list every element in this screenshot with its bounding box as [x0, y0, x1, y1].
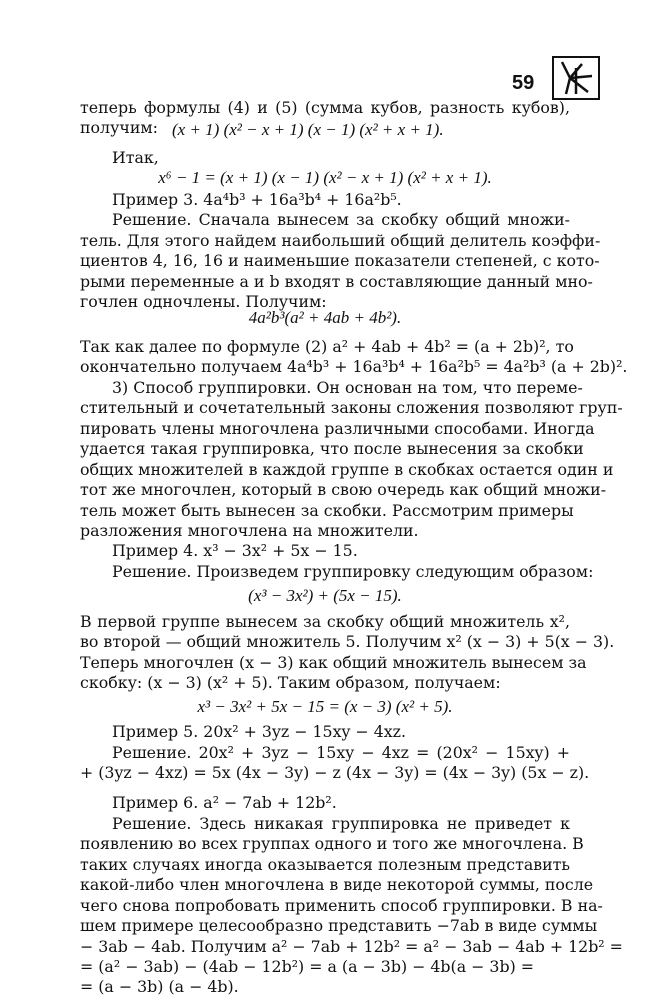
- text-line: тель. Для этого найдем наибольший общий делитель коэффи-: [80, 231, 601, 250]
- text-line: Итак,: [112, 148, 159, 167]
- text-line: шем примере целесообразно представить −7ab в виде суммы: [80, 916, 598, 935]
- text-line: общих множителей в каждой группе в скобках остается один и: [80, 460, 614, 479]
- page-header: [0, 48, 648, 98]
- text-line: − 3ab − 4ab. Получим a² − 7ab + 12b² = a² − 3ab − 4ab + 12b² =: [80, 937, 623, 956]
- text-line: + (3yz − 4xz) = 5x (4x − 3y) − z (4x − 3y) = (4x − 3y) (5x − z).: [80, 763, 590, 782]
- text-line: = (a² − 3ab) − (4ab − 12b²) = a (a − 3b) − 4b(a − 3b) =: [80, 957, 534, 976]
- text-line: скобку: (x − 3) (x² + 5). Таким образом, получаем:: [80, 673, 501, 692]
- text-line: Решение. 20x² + 3yz − 15xy − 4xz = (20x² − 15xy) +: [112, 743, 570, 762]
- formula: (x + 1) (x² − x + 1) (x − 1) (x² + x + 1).: [172, 120, 444, 139]
- text-line: появлению во всех группах одного и того же многочлена. В: [80, 834, 584, 853]
- text-line: разложения многочлена на множители.: [80, 521, 419, 540]
- text-line: теперь формулы (4) и (5) (сумма кубов, разность кубов),: [80, 98, 570, 117]
- text-line: гочлен одночлены. Получим:: [80, 292, 327, 311]
- example-heading: Пример 5. 20x² + 3yz − 15xy − 4xz.: [112, 722, 406, 741]
- text-line: чего снова попробовать применить способ группировки. В на-: [80, 896, 603, 915]
- text-line: = (a − 3b) (a − 4b).: [80, 977, 239, 996]
- text-line: 3) Способ группировки. Он основан на том, что переме-: [112, 378, 583, 397]
- text-line: удается такая группировка, что после вынесения за скобки: [80, 439, 584, 458]
- text-line: стительный и сочетательный законы сложения позволяют груп-: [80, 398, 623, 417]
- text-line: рыми переменные a и b входят в составляющие данный мно-: [80, 272, 593, 291]
- book-emblem-icon: [552, 56, 600, 100]
- text-line: Решение. Здесь никакая группировка не приведет к: [112, 814, 570, 833]
- text-line: окончательно получаем 4a⁴b³ + 16a³b⁴ + 16a²b⁵ = 4a²b³ (a + 2b)².: [80, 357, 628, 376]
- formula: 4a²b³(a² + 4ab + 4b²).: [248, 308, 402, 327]
- example-heading: Пример 3. 4a⁴b³ + 16a³b⁴ + 16a²b⁵.: [112, 190, 402, 209]
- text-line: В первой группе вынесем за скобку общий множитель x²,: [80, 612, 570, 631]
- text-line: пировать члены многочлена различными способами. Иногда: [80, 419, 595, 438]
- page-number: 59: [512, 72, 535, 94]
- text-line: тель может быть вынесен за скобки. Рассмотрим примеры: [80, 501, 574, 520]
- text-line: циентов 4, 16, 16 и наименьшие показатели степеней, с кото-: [80, 251, 600, 270]
- text-line: Решение. Произведем группировку следующим образом:: [112, 562, 594, 581]
- text-line: Решение. Сначала вынесем за скобку общий множи-: [112, 210, 570, 229]
- formula: x⁶ − 1 = (x + 1) (x − 1) (x² − x + 1) (x² + x + 1).: [158, 168, 492, 187]
- formula: x³ − 3x² + 5x − 15 = (x − 3) (x² + 5).: [197, 697, 453, 716]
- text-line: тот же многочлен, который в свою очередь как общий множи-: [80, 480, 607, 499]
- text-line: получим:: [80, 118, 158, 137]
- text-line: таких случаях иногда оказывается полезным представить: [80, 855, 570, 874]
- text-line: Так как далее по формуле (2) a² + 4ab + 4b² = (a + 2b)², то: [80, 337, 574, 356]
- text-line: Теперь многочлен (x − 3) как общий множитель вынесем за: [80, 653, 587, 672]
- example-heading: Пример 6. a² − 7ab + 12b².: [112, 793, 337, 812]
- text-line: какой-либо член многочлена в виде некоторой суммы, после: [80, 875, 594, 894]
- formula: (x³ − 3x²) + (5x − 15).: [248, 586, 402, 605]
- example-heading: Пример 4. x³ − 3x² + 5x − 15.: [112, 541, 358, 560]
- text-line: во второй — общий множитель 5. Получим x² (x − 3) + 5(x − 3).: [80, 632, 615, 651]
